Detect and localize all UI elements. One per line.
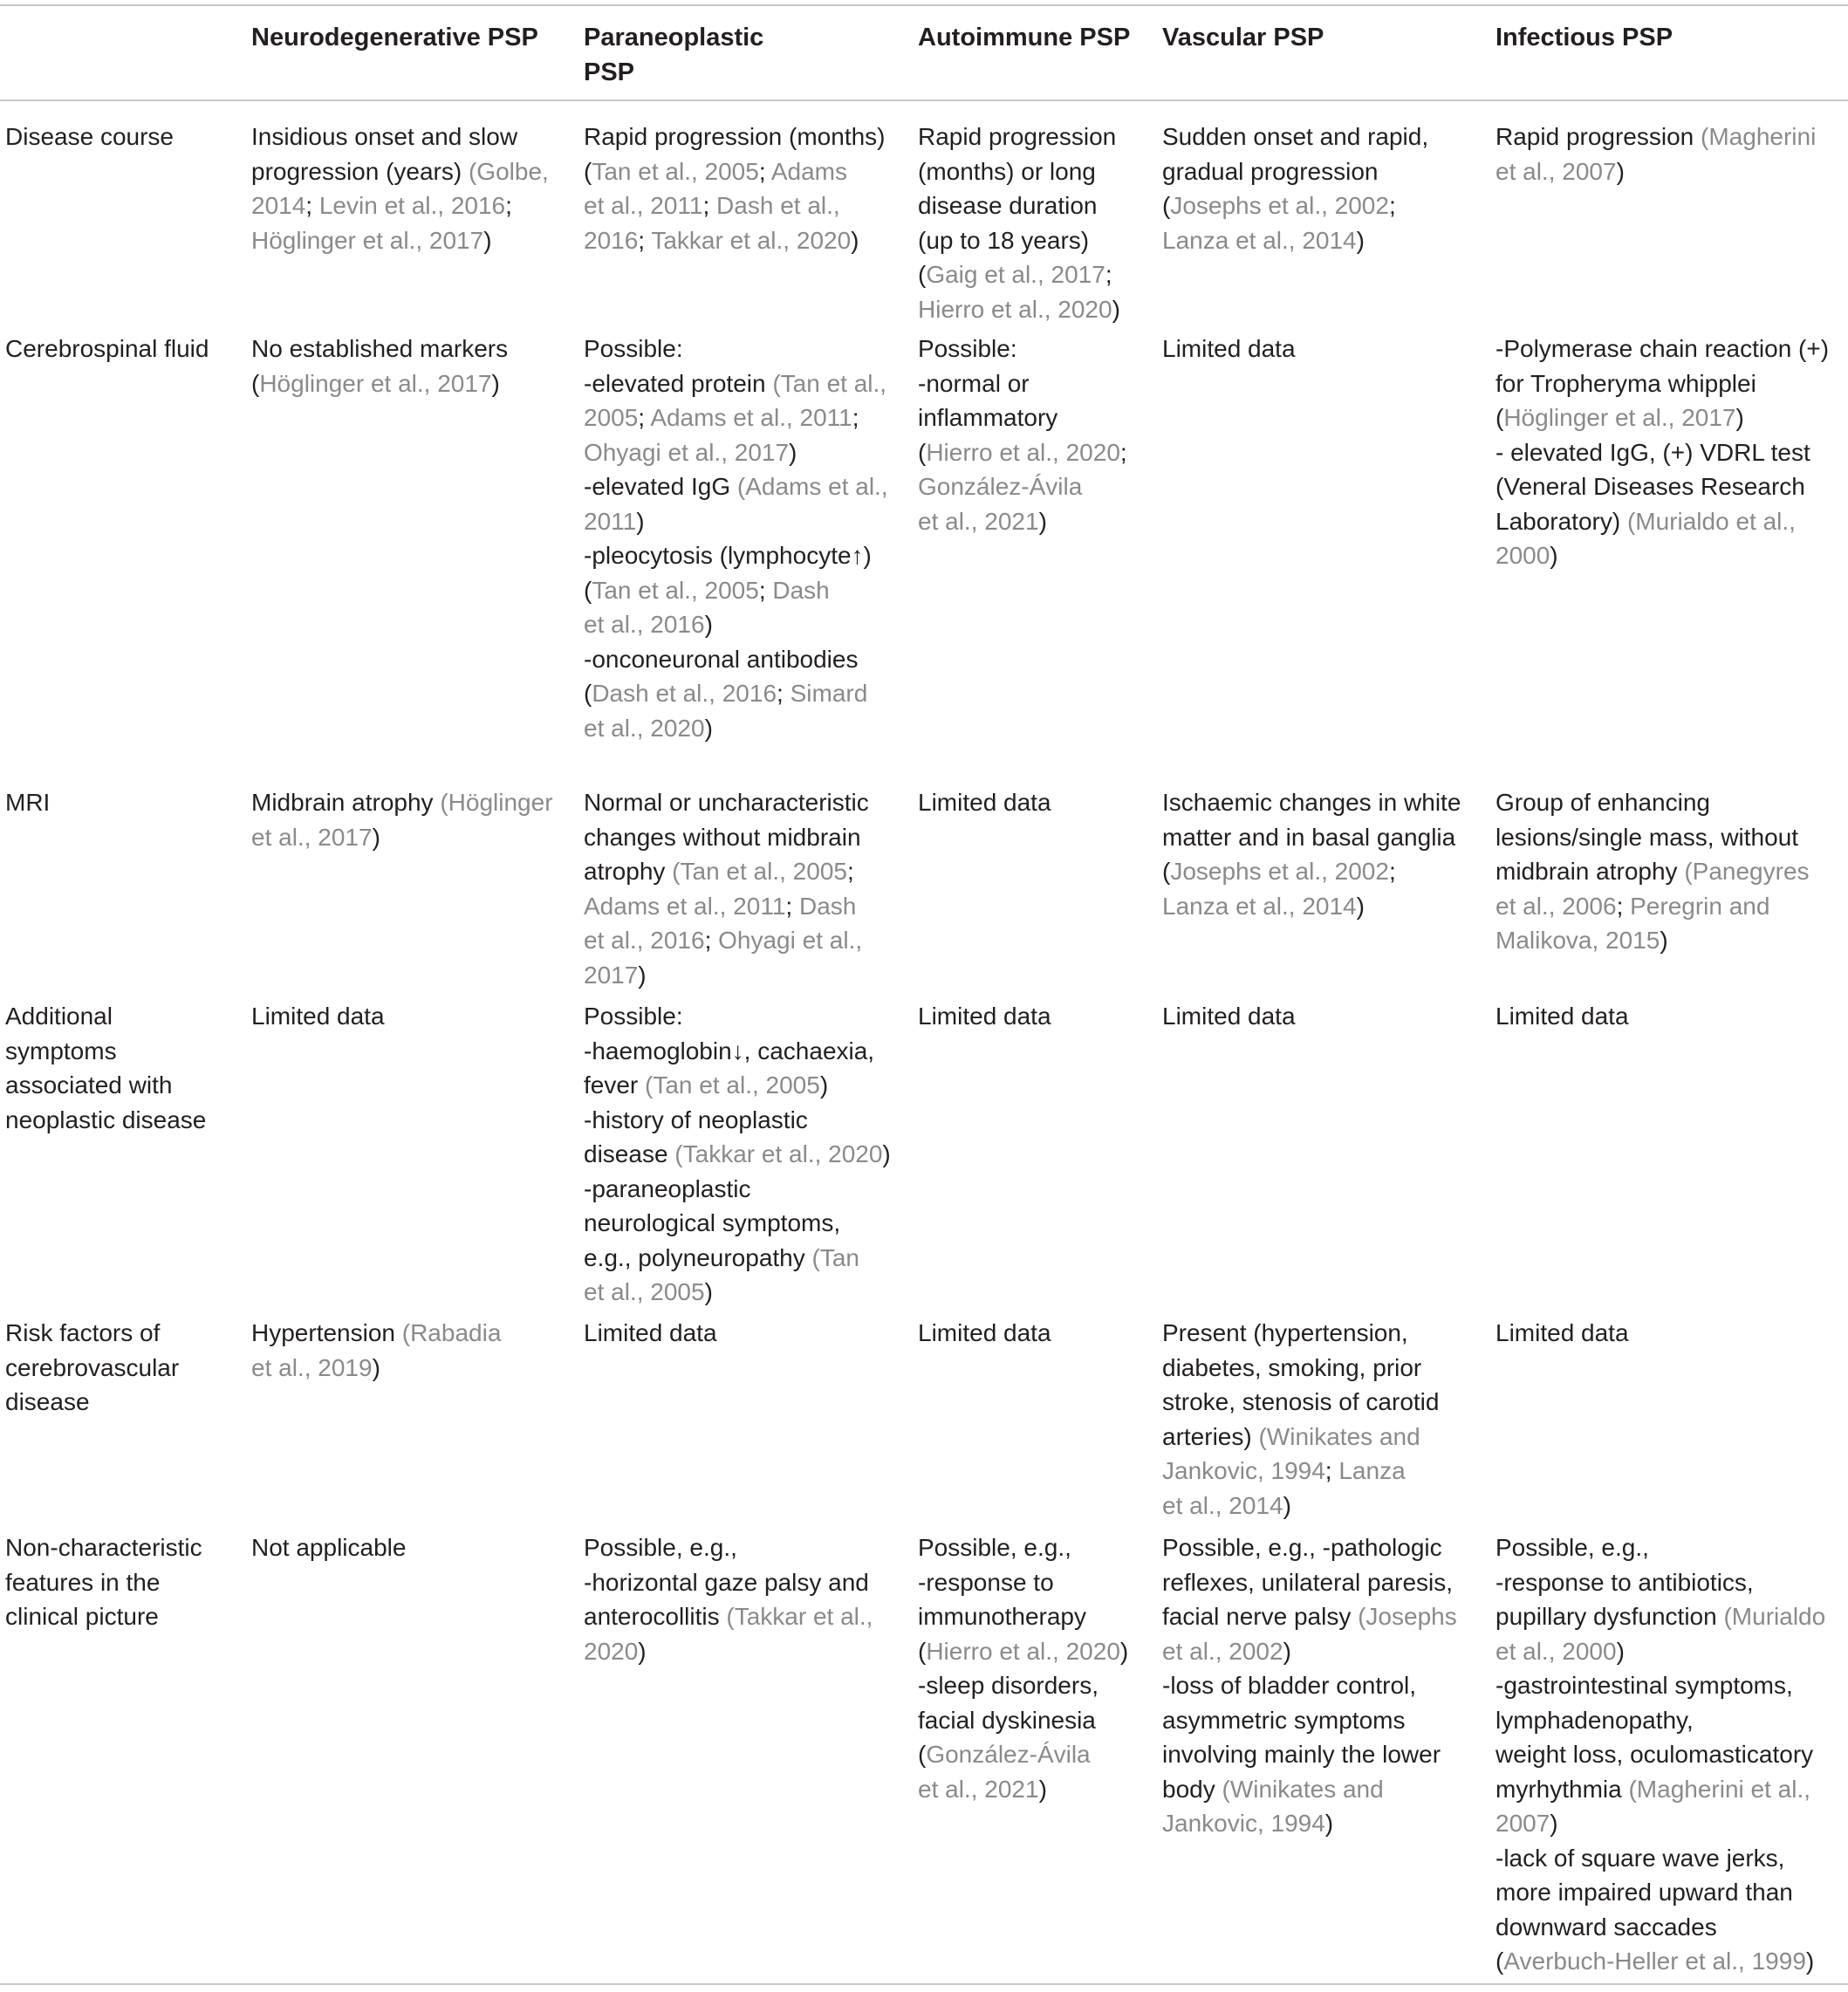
cell-text: ) xyxy=(372,823,380,851)
table-cell xyxy=(1162,785,1461,923)
cell-text: ) xyxy=(704,714,713,742)
citation-text: et al., 2017 xyxy=(251,823,373,851)
table-cell xyxy=(584,785,869,992)
cell-text: Group of enhancing xyxy=(1496,789,1710,816)
citation-text: (Winikates and xyxy=(1258,1422,1420,1450)
citation-text: Malikova, 2015 xyxy=(1496,927,1660,954)
citation-text: González-Ávila xyxy=(918,473,1083,500)
citation-text: (Magherini xyxy=(1701,123,1817,150)
cell-text: Limited data xyxy=(1496,1003,1629,1030)
cell-text: Rapid progression (months) xyxy=(584,123,886,150)
cell-text: -loss of bladder control, xyxy=(1162,1672,1417,1699)
citation-text: et al., 2011 xyxy=(584,192,703,219)
cell-text: Possible: xyxy=(584,335,683,362)
citation-text: Hierro et al., 2020 xyxy=(918,295,1112,323)
table-cell xyxy=(251,1530,406,1565)
cell-text: atrophy xyxy=(584,858,673,885)
table-cell xyxy=(1496,120,1816,188)
cell-text: progression (years) xyxy=(251,157,469,185)
citation-text: et al., 2006 xyxy=(1496,892,1617,920)
cell-text: ( xyxy=(584,157,592,185)
cell-text: ) xyxy=(819,1071,829,1099)
cell-text: ) xyxy=(483,226,492,254)
table-cell xyxy=(1162,120,1428,257)
cell-text: ) xyxy=(372,1353,380,1381)
citation-text: Ohyagi et al., 2017 xyxy=(584,438,790,466)
cell-text: Possible, e.g., xyxy=(1496,1534,1649,1561)
cell-text: ) xyxy=(1356,892,1365,920)
cell-text: ; xyxy=(305,192,319,219)
cell-text: immunotherapy xyxy=(918,1603,1086,1630)
row-label: Additional symptoms associated with neoplastic disease xyxy=(5,1003,207,1133)
cell-text: ; xyxy=(704,927,719,954)
citation-text: Höglinger et al., 2017 xyxy=(251,226,484,254)
cell-text: Rapid progression xyxy=(918,123,1117,150)
cell-text: Possible, e.g., xyxy=(584,1534,737,1561)
table-cell xyxy=(918,120,1120,326)
citation-text: Averbuch-Heller et al., 1999 xyxy=(1503,1948,1806,1975)
cell-text: ) xyxy=(1550,1810,1558,1837)
cell-text: ) xyxy=(1616,157,1625,185)
cell-text: ( xyxy=(1162,192,1171,219)
citation-text: (Takkar et al., xyxy=(726,1603,873,1630)
table-cell xyxy=(1162,999,1296,1034)
cell-text: Limited data xyxy=(1496,1319,1629,1346)
citation-text: et al., 2007 xyxy=(1496,157,1617,185)
column-header: Neurodegenerative PSP xyxy=(251,24,538,51)
table-cell xyxy=(918,1316,1051,1351)
cell-text: Laboratory) xyxy=(1496,507,1627,535)
citation-text: 2014 xyxy=(251,192,306,219)
cell-text: ) xyxy=(638,961,647,989)
cell-text: ) xyxy=(789,438,797,466)
citation-text: (Tan et al., xyxy=(772,369,887,397)
citation-text: Peregrin and xyxy=(1630,892,1770,920)
cell-text: ; xyxy=(1388,192,1396,219)
citation-text: González-Ávila xyxy=(926,1741,1091,1768)
cell-text: Hypertension xyxy=(251,1319,402,1346)
citation-text: (Golbe, xyxy=(468,157,549,185)
citation-text: Jankovic, 1994 xyxy=(1162,1457,1325,1484)
cell-text: No established markers xyxy=(251,335,509,362)
cell-text: ) xyxy=(704,1278,713,1305)
citation-text: et al., 2021 xyxy=(918,507,1039,535)
cell-text: ; xyxy=(638,404,651,431)
cell-text: ; xyxy=(505,192,512,219)
cell-text: weight loss, oculomasticatory xyxy=(1496,1741,1814,1768)
cell-text: ; xyxy=(852,404,859,431)
column-header: Infectious PSP xyxy=(1496,24,1673,51)
citation-text: Lanza xyxy=(1338,1457,1406,1484)
citation-text: Dash xyxy=(798,892,857,920)
cell-text: -gastrointestinal symptoms, xyxy=(1496,1672,1793,1699)
cell-text: -onconeuronal antibodies xyxy=(584,645,859,673)
cell-text: Limited data xyxy=(1162,1003,1296,1030)
table-cell xyxy=(251,999,385,1034)
cell-text: anterocollitis xyxy=(584,1603,727,1630)
cell-text: facial nerve palsy xyxy=(1162,1603,1359,1630)
cell-text: ( xyxy=(584,680,592,707)
cell-text: Limited data xyxy=(251,1003,385,1030)
cell-text: ; xyxy=(1616,892,1631,920)
cell-text: ( xyxy=(1496,404,1504,431)
table-cell xyxy=(1496,1316,1629,1351)
citation-text: et al., 2020 xyxy=(584,714,705,742)
cell-text: -elevated protein xyxy=(584,369,773,397)
cell-text: (up to 18 years) xyxy=(918,226,1090,254)
cell-text: ) xyxy=(638,1637,647,1665)
table-cell xyxy=(584,1530,873,1668)
citation-text: (Panegyres xyxy=(1684,858,1810,885)
citation-text: Gaig et al., 2017 xyxy=(926,261,1105,288)
cell-text: Possible: xyxy=(584,1003,683,1030)
row-label: MRI xyxy=(5,789,51,816)
cell-text: ( xyxy=(251,369,260,397)
cell-text: reflexes, unilateral paresis, xyxy=(1162,1568,1454,1596)
citation-text: et al., 2019 xyxy=(251,1353,373,1381)
cell-text: Present (hypertension, xyxy=(1162,1319,1408,1346)
cell-text: ; xyxy=(846,858,854,885)
citation-text: Dash et al., xyxy=(716,192,840,219)
cell-text: ; xyxy=(1119,438,1127,466)
citation-text: Simard xyxy=(790,680,868,707)
table-cell xyxy=(1496,785,1810,958)
citation-text: Levin et al., 2016 xyxy=(318,192,506,219)
table-cell xyxy=(251,120,549,257)
table-cell xyxy=(1496,332,1829,573)
cell-text: lymphadenopathy, xyxy=(1496,1706,1694,1734)
citation-text: Dash xyxy=(772,576,830,604)
cell-text: ; xyxy=(777,680,791,707)
cell-text: ) xyxy=(1324,1810,1334,1837)
cell-text: ( xyxy=(1162,858,1171,885)
citation-text: et al., 2021 xyxy=(918,1775,1039,1803)
cell-text: Rapid progression xyxy=(1496,123,1701,150)
cell-text: ( xyxy=(1496,1948,1504,1975)
citation-text: 2000 xyxy=(1496,542,1550,569)
table-cell xyxy=(918,1530,1128,1806)
cell-text: for Tropheryma whipplei xyxy=(1496,369,1756,397)
citation-text: (Tan et al., 2005 xyxy=(672,858,847,885)
column-header: Paraneoplastic PSP xyxy=(584,24,764,86)
citation-text: Hierro et al., 2020 xyxy=(926,438,1120,466)
cell-text: ; xyxy=(1388,858,1396,885)
citation-text: Dash et al., 2016 xyxy=(592,680,777,707)
cell-text: Insidious onset and slow xyxy=(251,123,518,150)
table-rule xyxy=(0,1983,1848,1985)
cell-text: diabetes, smoking, prior xyxy=(1162,1353,1422,1381)
cell-text: ) xyxy=(1660,927,1668,954)
citation-text: Höglinger et al., 2017 xyxy=(259,369,492,397)
cell-text: ; xyxy=(1324,1457,1339,1484)
cell-text: -haemoglobin↓, cachaexia, xyxy=(584,1037,875,1064)
cell-text: ( xyxy=(918,1741,927,1768)
cell-text: Possible, e.g., xyxy=(918,1534,1071,1561)
cell-text: ) xyxy=(1038,1775,1047,1803)
cell-text: -history of neoplastic xyxy=(584,1106,808,1133)
citation-text: (Winikates and xyxy=(1222,1775,1384,1803)
citation-text: Höglinger et al., 2017 xyxy=(1503,404,1736,431)
table-cell xyxy=(1162,1316,1439,1523)
cell-text: -horizontal gaze palsy and xyxy=(584,1568,869,1596)
cell-text: fever xyxy=(584,1071,646,1099)
cell-text: changes without midbrain xyxy=(584,823,861,851)
cell-text: ) xyxy=(636,507,645,535)
citation-text: Hierro et al., 2020 xyxy=(926,1637,1120,1665)
cell-text: Limited data xyxy=(918,1319,1051,1346)
citation-text: (Magherini et al., xyxy=(1628,1775,1811,1803)
cell-text: -pleocytosis (lymphocyte↑) xyxy=(584,542,872,569)
row-label: Cerebrospinal fluid xyxy=(5,335,209,362)
table-cell xyxy=(251,785,553,854)
cell-text: ; xyxy=(638,226,652,254)
table-cell xyxy=(918,999,1051,1034)
cell-text: ) xyxy=(491,369,500,397)
column-header: Vascular PSP xyxy=(1162,24,1324,51)
cell-text: neurological symptoms, xyxy=(584,1209,841,1236)
cell-text: (Veneral Diseases Research xyxy=(1496,473,1805,500)
cell-text: ) xyxy=(1356,226,1365,254)
row-label: Risk factors of cerebrovascular disease xyxy=(5,1319,180,1415)
table-cell xyxy=(584,332,888,745)
citation-text: 2007 xyxy=(1496,1810,1550,1837)
citation-text: Jankovic, 1994 xyxy=(1162,1810,1325,1837)
cell-text: ) xyxy=(1283,1637,1291,1665)
citation-text: Ohyagi et al., xyxy=(718,927,863,954)
table-cell xyxy=(918,332,1127,538)
citation-text: 2005 xyxy=(584,404,639,431)
citation-text: (Tan xyxy=(811,1243,859,1271)
column-header: Autoimmune PSP xyxy=(918,24,1131,51)
cell-text: ; xyxy=(702,192,717,219)
cell-text: ) xyxy=(1735,404,1744,431)
cell-text: disease xyxy=(584,1140,675,1167)
cell-text: -lack of square wave jerks, xyxy=(1496,1844,1785,1872)
cell-text: ) xyxy=(1038,507,1047,535)
cell-text: -elevated IgG xyxy=(584,473,737,500)
table-cell xyxy=(251,332,508,400)
table-cell xyxy=(584,120,886,257)
cell-text: (months) or long xyxy=(918,157,1096,185)
cell-text: asymmetric symptoms xyxy=(1162,1706,1406,1734)
table-cell xyxy=(1162,1530,1457,1841)
citation-text: et al., 2005 xyxy=(584,1278,705,1305)
cell-text: ( xyxy=(584,576,592,604)
cell-text: ) xyxy=(1283,1491,1291,1519)
cell-text: Ischaemic changes in white xyxy=(1162,789,1461,816)
table-rule xyxy=(0,4,1848,6)
cell-text: Possible, e.g., -pathologic xyxy=(1162,1534,1442,1561)
citation-text: (Takkar et al., 2020 xyxy=(674,1140,883,1167)
citation-text: et al., 2016 xyxy=(584,927,705,954)
cell-text: ( xyxy=(918,261,927,288)
citation-text: Tan et al., 2005 xyxy=(592,157,759,185)
cell-text: pupillary dysfunction xyxy=(1496,1603,1724,1630)
citation-text: Josephs et al., 2002 xyxy=(1170,858,1389,885)
cell-text: body xyxy=(1162,1775,1222,1803)
cell-text: Possible: xyxy=(918,335,1017,362)
cell-text: ( xyxy=(918,1637,927,1665)
cell-text: -response to antibiotics, xyxy=(1496,1568,1754,1596)
cell-text: -paraneoplastic xyxy=(584,1174,751,1202)
cell-text: ) xyxy=(1616,1637,1625,1665)
cell-text: -normal or xyxy=(918,369,1030,397)
cell-text: ) xyxy=(851,226,859,254)
cell-text: downward saccades xyxy=(1496,1913,1717,1941)
cell-text: ; xyxy=(758,576,773,604)
cell-text: - elevated IgG, (+) VDRL test xyxy=(1496,438,1810,466)
cell-text: facial dyskinesia xyxy=(918,1706,1096,1734)
citation-text: Adams et al., 2011 xyxy=(584,892,786,920)
citation-text: Josephs et al., 2002 xyxy=(1170,192,1389,219)
cell-text: e.g., polyneuropathy xyxy=(584,1243,812,1271)
cell-text: Midbrain atrophy xyxy=(251,789,441,816)
citation-text: (Murialdo et al., xyxy=(1626,507,1796,535)
cell-text: stroke, stenosis of carotid xyxy=(1162,1388,1440,1415)
citation-text: Lanza et al., 2014 xyxy=(1162,892,1357,920)
citation-text: Takkar et al., 2020 xyxy=(651,226,852,254)
cell-text: -Polymerase chain reaction (+) xyxy=(1496,335,1830,362)
cell-text: Limited data xyxy=(1162,335,1296,362)
citation-text: 2016 xyxy=(584,226,639,254)
cell-text: Limited data xyxy=(918,1003,1051,1030)
table-cell xyxy=(1496,1530,1825,1979)
cell-text: myrhythmia xyxy=(1496,1775,1629,1803)
cell-text: more impaired upward than xyxy=(1496,1879,1793,1906)
cell-text: Limited data xyxy=(918,789,1051,816)
cell-text: midbrain atrophy xyxy=(1496,858,1685,885)
citation-text: (Murialdo xyxy=(1723,1603,1826,1630)
cell-text: ; xyxy=(758,157,771,185)
cell-text: Not applicable xyxy=(251,1534,407,1561)
table-cell xyxy=(584,999,891,1310)
cell-text: ) xyxy=(1119,1637,1129,1665)
cell-text: involving mainly the lower xyxy=(1162,1741,1441,1768)
cell-text: ) xyxy=(704,611,713,638)
cell-text: ) xyxy=(1112,295,1120,323)
cell-text: ) xyxy=(1550,542,1558,569)
citation-text: et al., 2002 xyxy=(1162,1637,1283,1665)
table-cell xyxy=(918,785,1051,820)
citation-text: 2011 xyxy=(584,507,637,535)
cell-text: gradual progression xyxy=(1162,157,1379,185)
cell-text: matter and in basal ganglia xyxy=(1162,823,1456,851)
citation-text: Tan et al., 2005 xyxy=(592,576,759,604)
cell-text: ) xyxy=(882,1140,891,1167)
citation-text: Adams et al., 2011 xyxy=(650,404,852,431)
citation-text: Adams xyxy=(770,157,847,185)
citation-text: et al., 2016 xyxy=(584,611,705,638)
citation-text: (Höglinger xyxy=(440,789,553,816)
cell-text: -response to xyxy=(918,1568,1054,1596)
cell-text: lesions/single mass, without xyxy=(1496,823,1799,851)
citation-text: 2017 xyxy=(584,961,639,989)
table-cell xyxy=(1162,332,1296,366)
table-cell xyxy=(584,1316,717,1351)
cell-text: Sudden onset and rapid, xyxy=(1162,123,1429,150)
cell-text: ( xyxy=(918,438,927,466)
cell-text: ) xyxy=(1805,1948,1815,1975)
citation-text: (Rabadia xyxy=(401,1319,502,1346)
table-cell xyxy=(251,1316,501,1385)
cell-text: ; xyxy=(1105,261,1112,288)
cell-text: Limited data xyxy=(584,1319,717,1346)
citation-text: (Tan et al., 2005 xyxy=(645,1071,820,1099)
cell-text: disease duration xyxy=(918,192,1098,219)
row-label: Non-characteristic features in the clinical picture xyxy=(5,1534,202,1630)
citation-text: et al., 2014 xyxy=(1162,1491,1283,1519)
table-rule xyxy=(0,99,1848,101)
citation-text: 2020 xyxy=(584,1637,639,1665)
cell-text: -sleep disorders, xyxy=(918,1672,1099,1699)
row-label: Disease course xyxy=(5,123,174,150)
cell-text: arteries) xyxy=(1162,1422,1259,1450)
citation-text: et al., 2000 xyxy=(1496,1637,1617,1665)
citation-text: (Josephs xyxy=(1358,1603,1457,1630)
cell-text: ; xyxy=(785,892,799,920)
citation-text: (Adams et al., xyxy=(736,473,888,500)
citation-text: Lanza et al., 2014 xyxy=(1162,226,1357,254)
cell-text: Normal or uncharacteristic xyxy=(584,789,869,816)
table-cell xyxy=(1496,999,1629,1034)
cell-text: inflammatory xyxy=(918,404,1058,431)
